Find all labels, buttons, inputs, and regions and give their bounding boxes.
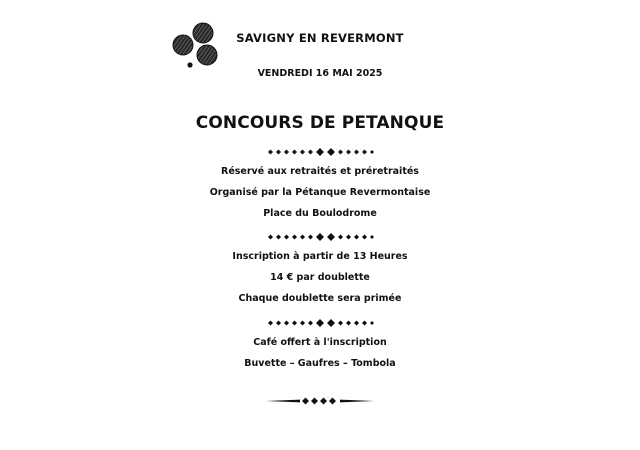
- arrow-diamond-ornament-icon: [266, 396, 374, 406]
- info-line-amenities: Buvette – Gaufres – Tombola: [244, 358, 396, 369]
- town-name: SAVIGNY EN REVERMONT: [236, 31, 404, 45]
- diamond-ornament-icon: [265, 148, 375, 156]
- info-line-eligibility: Réservé aux retraités et préretraités: [221, 166, 419, 177]
- info-line-coffee: Café offert à l'inscription: [253, 337, 387, 348]
- event-date: VENDREDI 16 MAI 2025: [257, 68, 383, 79]
- info-line-price: 14 € par doublette: [270, 272, 370, 283]
- info-line-prizes: Chaque doublette sera primée: [238, 293, 402, 304]
- event-title: CONCOURS DE PETANQUE: [195, 113, 445, 133]
- info-line-location: Place du Boulodrome: [263, 208, 377, 219]
- petanque-balls-icon: [170, 20, 222, 72]
- info-line-organizer: Organisé par la Pétanque Revermontaise: [209, 187, 431, 198]
- diamond-ornament-icon: [265, 233, 375, 241]
- diamond-ornament-icon: [265, 319, 375, 327]
- info-line-registration-time: Inscription à partir de 13 Heures: [232, 251, 408, 262]
